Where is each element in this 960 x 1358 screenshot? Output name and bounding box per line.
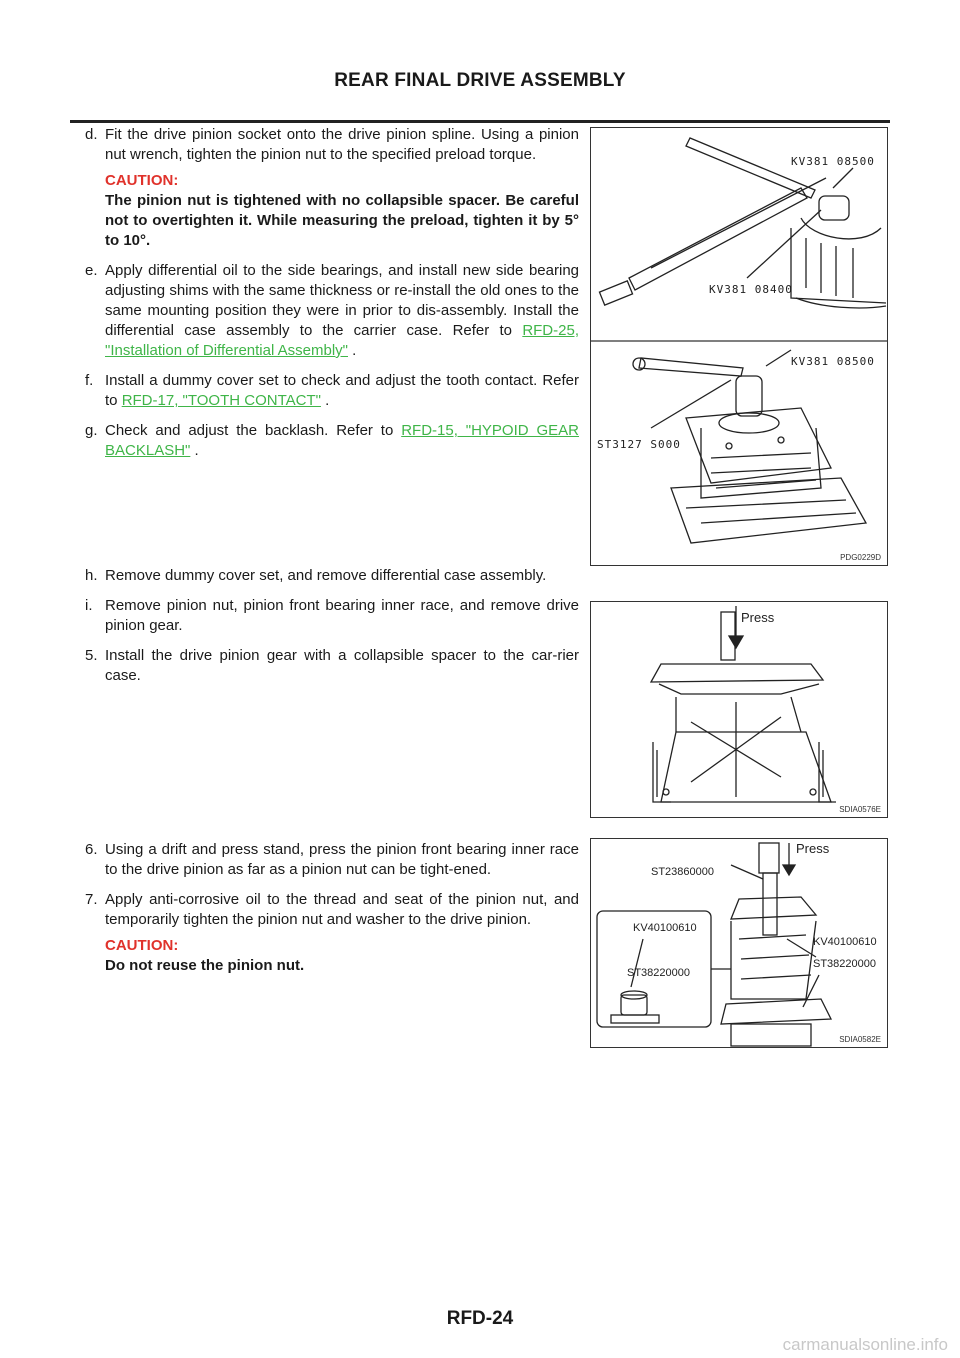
callout-label: KV381 08400 <box>709 283 793 296</box>
step-d <box>85 125 579 251</box>
step-text: Remove dummy cover set, and remove differential case assembly. <box>105 567 547 584</box>
step-text: Remove pinion nut, pinion front bearing inner race, and remove drive pinion gear. <box>105 597 579 634</box>
step-label: 7. <box>85 891 98 908</box>
step-g <box>85 421 579 461</box>
step-i <box>85 596 579 636</box>
figure-pinion-nut-wrench <box>590 127 888 566</box>
step-tail: . <box>348 342 357 359</box>
step-text: Install the drive pinion gear with a collapsible spacer to the car-rier case. <box>105 647 579 684</box>
ref-link-tooth-contact[interactable]: RFD-17, "TOOTH CONTACT" <box>121 392 321 409</box>
steps-bottom <box>85 840 579 986</box>
step-5 <box>85 646 579 686</box>
step-text: Using a drift and press stand, press the pinion front bearing inner race to the drive pinion as far as a pinion nut can be tight-ened. <box>105 841 579 878</box>
step-label: h. <box>85 567 98 584</box>
ref-link-hypoid-backlash[interactable]: RFD-15, "HYPOID GEAR BACKLASH" <box>105 422 579 459</box>
step-text: Install a dummy cover set to check and adjust the tooth contact. Refer to <box>105 372 579 409</box>
step-6 <box>85 840 579 880</box>
step-text: Apply anti-corrosive oil to the thread and seat of the pinion nut, and temporarily tighten the pinion nut and washer to the drive pinion. <box>105 891 579 928</box>
press-label: Press <box>796 841 830 856</box>
step-7 <box>85 890 579 976</box>
step-label: e. <box>85 262 98 279</box>
caution-box <box>105 171 579 251</box>
step-f <box>85 371 579 411</box>
figure-code: SDIA0576E <box>839 805 881 814</box>
caution-text: Do not reuse the pinion nut. <box>105 957 305 974</box>
caution-box <box>105 936 579 976</box>
step-text: Apply differential oil to the side bearings, and install new side bearing adjusting shims with the same thickness or re-install the old ones to the same mounting position they were in prior to dis-assembly. Install the differential case assembly to the carrier case. Refer to <box>105 262 579 339</box>
callout-label: ST3127 S000 <box>597 438 681 451</box>
page-number: RFD-24 <box>446 1308 514 1329</box>
press-label: Press <box>741 610 775 625</box>
step-label: f. <box>85 372 94 389</box>
steps-mid <box>85 566 605 696</box>
figure-code: PDG0229D <box>840 553 881 562</box>
callout-label: ST23860000 <box>651 866 714 878</box>
callout-label: ST38220000 <box>627 967 690 979</box>
step-label: i. <box>85 597 93 614</box>
step-tail: . <box>320 392 330 409</box>
step-label: d. <box>85 126 98 143</box>
step-tail: . <box>190 442 199 459</box>
step-text: Check and adjust the backlash. Refer to <box>105 422 394 439</box>
callout-label: ST38220000 <box>813 958 876 970</box>
step-label: 6. <box>85 841 98 858</box>
steps-top <box>85 125 579 471</box>
caution-heading: CAUTION: <box>105 937 179 954</box>
step-text: Fit the drive pinion socket onto the drive pinion spline. Using a pinion nut wrench, tighten the pinion nut to the specified preload torque. <box>105 126 579 163</box>
callout-label: KV381 08500 <box>791 155 875 168</box>
step-label: 5. <box>85 647 98 664</box>
callout-label: KV381 08500 <box>791 355 875 368</box>
caution-heading: CAUTION: <box>105 172 179 189</box>
figure-illustration <box>591 602 887 817</box>
figure-illustration <box>591 839 887 1047</box>
figure-press-bearing <box>590 838 888 1048</box>
footer-watermark[interactable]: carmanualsonline.info <box>782 1335 948 1354</box>
caution-text: The pinion nut is tightened with no collapsible spacer. Be careful not to overtighten it. While measuring the preload, tighten it by 5° to 10°. <box>105 192 579 249</box>
page-title: REAR FINAL DRIVE ASSEMBLY <box>334 70 626 91</box>
step-h <box>85 566 605 586</box>
ref-link-installation-diff[interactable]: RFD-25, "Installation of Differential Assembly" <box>105 322 579 359</box>
callout-label: KV40100610 <box>633 922 697 934</box>
figure-remove-pinion <box>590 601 888 818</box>
figure-illustration <box>591 128 887 565</box>
title-divider <box>70 120 890 123</box>
figure-code: SDIA0582E <box>839 1035 881 1044</box>
step-e <box>85 261 579 361</box>
callout-label: KV40100610 <box>813 936 877 948</box>
step-label: g. <box>85 422 98 439</box>
